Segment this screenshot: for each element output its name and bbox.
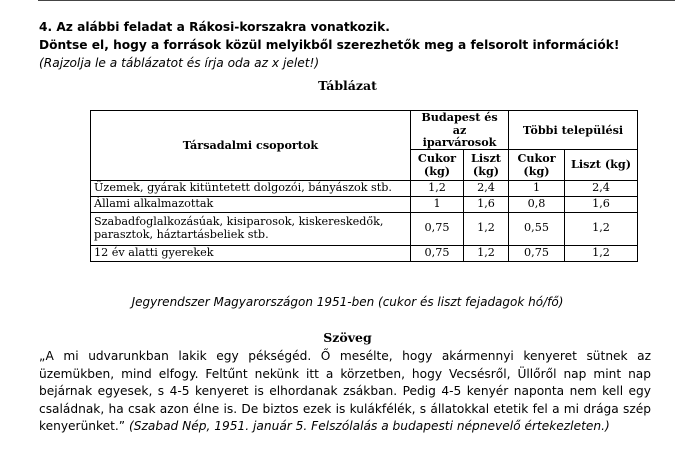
cell-bp-cukor: 0,75 <box>411 212 464 245</box>
row-group: Szabadfoglalkozásúak, kisiparosok, kiskereskedők, parasztok, háztartásbeliek stb. <box>91 212 411 245</box>
cell-ot-liszt: 2,4 <box>565 180 638 196</box>
ration-table <box>90 110 638 262</box>
subheader-bp-cukor: Cukor (kg) <box>411 149 464 180</box>
question-note: (Rajzolja le a táblázatot és írja oda az x jelet!) <box>39 56 320 70</box>
cell-bp-cukor: 1 <box>411 196 464 212</box>
subheader-bp-liszt: Liszt (kg) <box>464 149 509 180</box>
row-group: Állami alkalmazottak <box>91 196 411 212</box>
table-title: Táblázat <box>318 78 377 93</box>
table-caption: Jegyrendszer Magyarországon 1951-ben (cukor és liszt fejadagok hó/fő) <box>131 295 564 309</box>
table-row <box>91 196 638 212</box>
source-text <box>39 348 651 436</box>
source-citation: (Szabad Nép, 1951. január 5. Felszólalás a budapesti népnevelő értekezleten.) <box>128 419 610 433</box>
row-group: 12 év alatti gyerekek <box>91 245 411 261</box>
cell-ot-cukor: 0,8 <box>509 196 565 212</box>
cell-bp-liszt: 1,2 <box>464 245 509 261</box>
question-instruction: Döntse el, hogy a források közül melyikből szerezhetők meg a felsorolt információk! <box>39 38 620 52</box>
subheader-ot-cukor: Cukor (kg) <box>509 149 565 180</box>
header-social-groups: Társadalmi csoportok <box>91 111 411 181</box>
cell-bp-cukor: 0,75 <box>411 245 464 261</box>
cell-ot-cukor: 1 <box>509 180 565 196</box>
cell-ot-cukor: 0,55 <box>509 212 565 245</box>
table-row <box>91 212 638 245</box>
cell-bp-liszt: 2,4 <box>464 180 509 196</box>
subheader-ot-liszt: Liszt (kg) <box>565 149 638 180</box>
question-title: 4. Az alábbi feladat a Rákosi-korszakra vonatkozik. <box>39 20 390 34</box>
cell-ot-liszt: 1,6 <box>565 196 638 212</box>
top-rule <box>38 0 675 1</box>
cell-bp-cukor: 1,2 <box>411 180 464 196</box>
source-quote: „A mi udvarunkban lakik egy pékségéd. Ő mesélte, hogy akármennyi kenyeret sütnek az üzemükben, mind elfogy. Feltűnt nekünk itt a körzetben, hogy Vecsésről, Üllőről nap mint nap bejárnak egyesek, s 4-5 kenyeret is elhordanak zsákban. Pedig 4-5 kenyér naponta nem kell egy családnak, ha csak azon élne is. De biztos ezek is kulákfélék, s állatokkal etetik fel a mi drága szép kenyerünket.” <box>39 349 651 433</box>
text-section-title: Szöveg <box>323 330 372 345</box>
cell-ot-liszt: 1,2 <box>565 212 638 245</box>
row-group: Üzemek, gyárak kitüntetett dolgozói, bányászok stb. <box>91 180 411 196</box>
cell-ot-cukor: 0,75 <box>509 245 565 261</box>
table-row <box>91 180 638 196</box>
header-other-settlements: Többi települési <box>509 111 638 150</box>
cell-bp-liszt: 1,2 <box>464 212 509 245</box>
cell-ot-liszt: 1,2 <box>565 245 638 261</box>
cell-bp-liszt: 1,6 <box>464 196 509 212</box>
table-row <box>91 245 638 261</box>
header-budapest: Budapest és az iparvárosok <box>411 111 509 150</box>
